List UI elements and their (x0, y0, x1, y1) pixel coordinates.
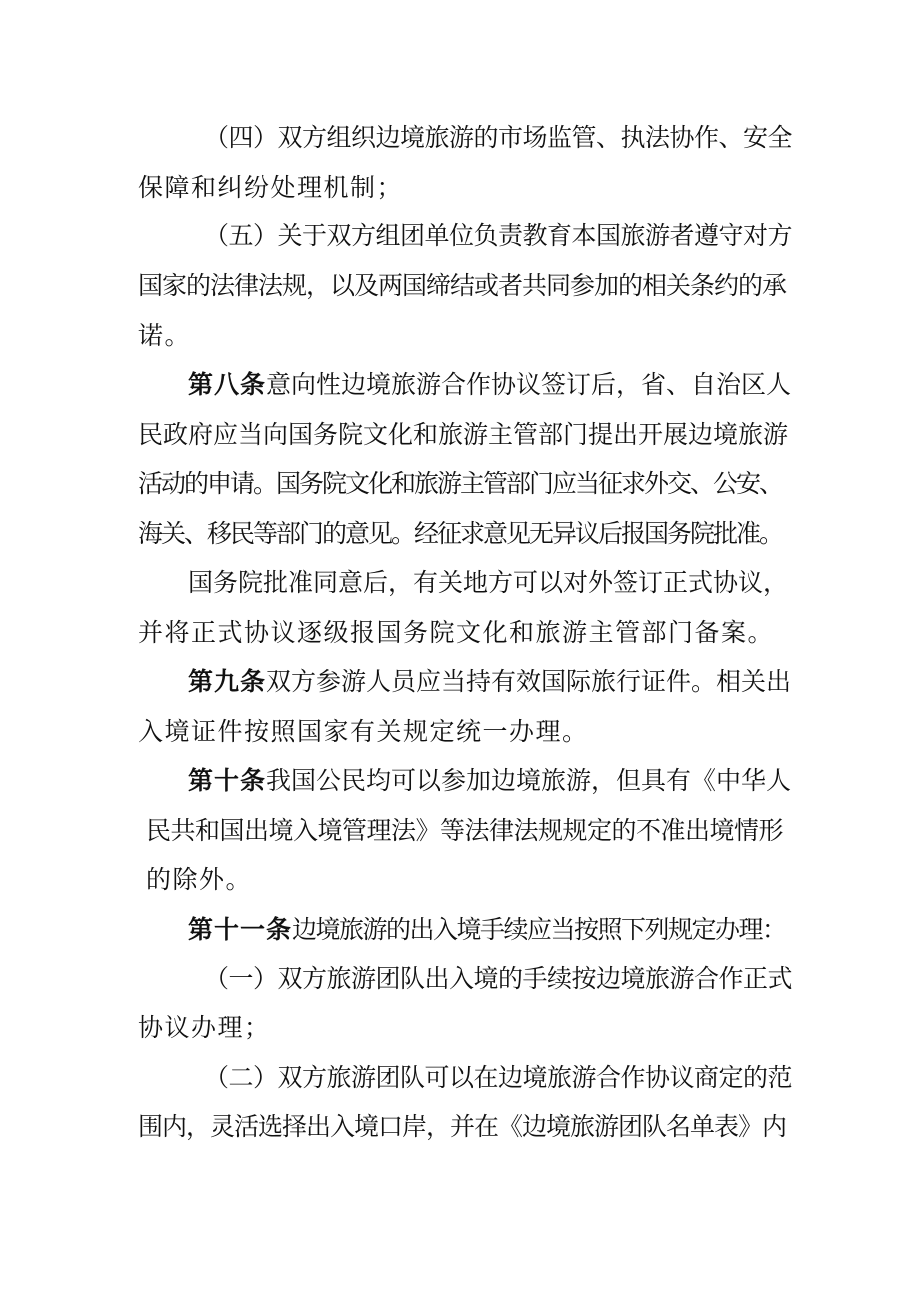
text-line: 国家的法律法规，以及两国缔结或者共同参加的相关条约的承 (138, 271, 787, 300)
article-10-line: 第十条我国公民均可以参加边境旅游，但具有《中华人 (188, 766, 792, 795)
text-line: 入境证件按照国家有关规定统一办理。 (138, 717, 589, 746)
text-line: 国务院批准同意后，有关地方可以对外签订正式协议， (188, 568, 789, 597)
text-line: 保障和纠纷处理机制； (138, 173, 404, 202)
text-line: 诺。 (138, 321, 192, 350)
text-line: 活动的申请。国务院文化和旅游主管部门应当征求外交、公安、 (138, 469, 783, 498)
text-line: 的除外。 (146, 865, 253, 894)
text-line: （四）双方组织边境旅游的市场监管、执法协作、安全 (204, 123, 793, 152)
text-line: （一）双方旅游团队出入境的手续按边境旅游合作正式 (204, 964, 793, 993)
text-line: 协议办理； (138, 1013, 271, 1042)
text-line: 围内，灵活选择出入境口岸，并在《边境旅游团队名单表》内 (138, 1112, 787, 1141)
article-8-line: 第八条意向性边境旅游合作协议签订后，省、自治区人 (188, 370, 792, 399)
article-9-line: 第九条双方参游人员应当持有效国际旅行证件。相关出 (188, 667, 792, 696)
text-line: （二）双方旅游团队可以在边境旅游合作协议商定的范 (204, 1063, 793, 1092)
article-label: 第九条 (188, 667, 267, 696)
article-label: 第十一条 (188, 915, 293, 944)
text-line: 并将正式协议逐级报国务院文化和旅游主管部门备案。 (138, 618, 775, 647)
article-label: 第十条 (188, 766, 267, 795)
article-label: 第八条 (188, 370, 267, 399)
article-11-line: 第十一条边境旅游的出入境手续应当按照下列规定办理： (188, 915, 786, 944)
text-line: 民政府应当向国务院文化和旅游主管部门提出开展边境旅游 (138, 420, 789, 449)
text-line: 民共和国出境入境管理法》等法律法规规定的不准出境情形 (146, 816, 784, 845)
text-line: 海关、移民等部门的意见。经征求意见无异议后报国务院批准。 (138, 519, 783, 548)
text-line: （五）关于双方组团单位负责教育本国旅游者遵守对方 (204, 221, 793, 250)
